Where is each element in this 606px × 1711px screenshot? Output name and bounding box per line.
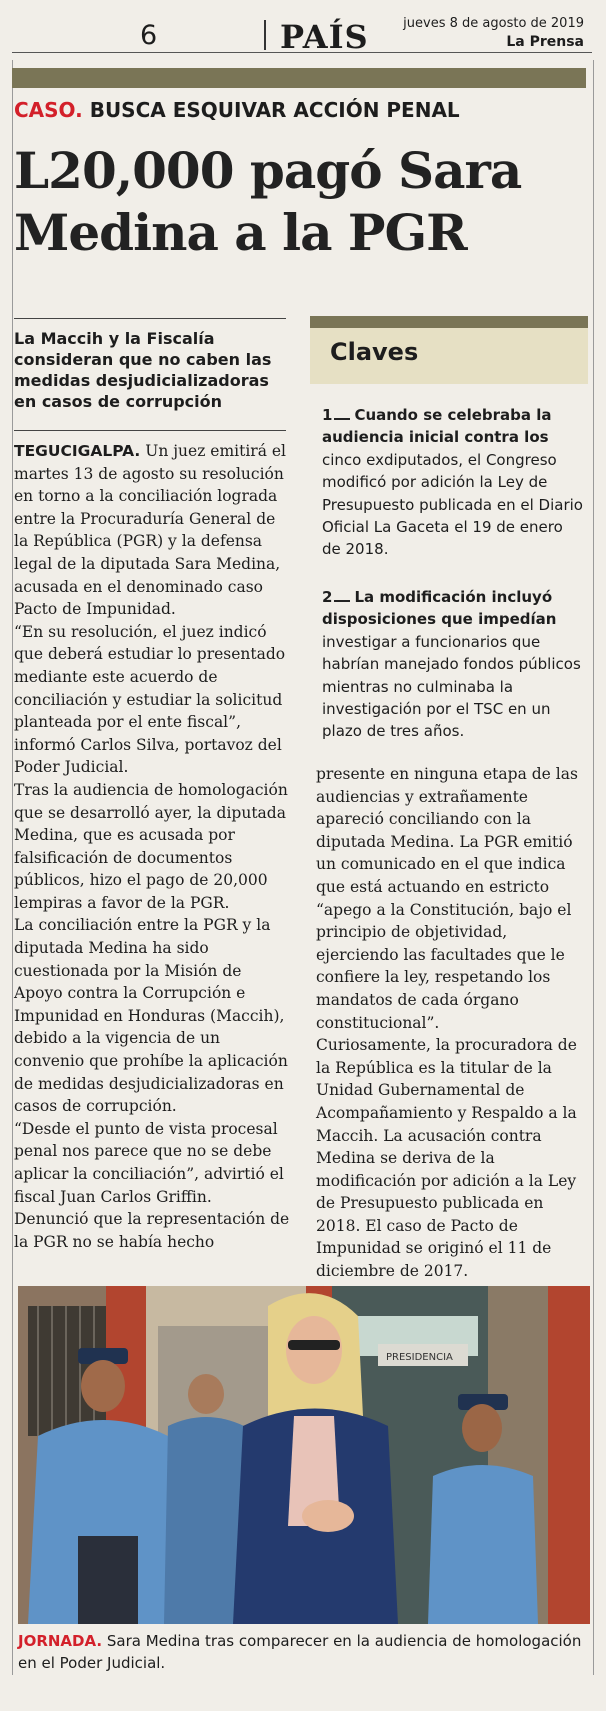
dateline: TEGUCIGALPA. [14,442,141,460]
clave-lead: Cuando se celebraba la audiencia inicial contra los [322,406,552,447]
folio-divider [264,20,266,50]
deck-top-rule [14,318,286,319]
page-folio [12,12,592,56]
clave-text: cinco exdiputados, el Congreso modificó por adición la Ley de Presupuesto publicada en el Diario Oficial La Gaceta el 19 de enero de 2018. [322,450,583,559]
headline-line-1: L20,000 pagó Sara [14,141,522,200]
page-number: 6 [140,20,158,51]
kicker-text: BUSCA ESQUIVAR ACCIÓN PENAL [82,98,460,122]
body-paragraph-4: La conciliación entre la PGR y la diputada Medina ha sido cuestionada por la Misión de Apoyo contra la Corrupción e Impunidad en Honduras (Maccih), debido a la vigencia de un convenio que prohíbe la aplicación de medidas desjudicializadoras en casos de corrupción. [14,916,288,1116]
kicker [14,98,460,122]
body-paragraph-5: “Desde el punto de vista procesal penal nos parece que no se debe aplicar la conciliación”, advirtió el fiscal Juan Carlos Griffin. [14,1119,284,1206]
issue-date: jueves 8 de agosto de 2019 [403,16,584,31]
body-paragraph-7: presente en ninguna etapa de las audiencias y extrañamente apareció conciliando con la diputada Medina. La PGR emitió un comunicado en el que indica que está actuando en estricto “apego a la Constitución, bajo el principio de objetividad, ejerciendo las facultades que le confiere la ley, respetando los mandatos de cada órgano constitucional”. [316,765,578,1032]
caption-text: Sara Medina tras comparecer en la audiencia de homologación en el Poder Judicial. [18,1632,582,1672]
section-name: PAÍS [280,18,369,56]
photo-sign-text: PRESIDENCIA [386,1352,453,1363]
clave-lead: La modificación incluyó disposiciones que impedían [322,588,557,629]
headline-line-2: Medina a la PGR [14,203,467,262]
body-paragraph-2: “En su resolución, el juez indicó que deberá estudiar lo presentado mediante este acuerdo de conciliación y estudiar la solicitud planteada por el ente fiscal”, informó Carlos Silva, portavoz del Poder Judicial. [14,622,286,777]
claves-top-bar [310,316,588,328]
clave-number: 1 [322,406,354,424]
photo-caption [18,1630,588,1674]
body-paragraph-1 [14,440,292,621]
body-paragraph-3: Tras la audiencia de homologación que se desarrolló ayer, la diputada Medina, que es acusada por falsificación de documentos públicos, hizo el pago de 20,000 lempiras a favor de la PGR. [14,780,288,912]
body-paragraph-8: Curiosamente, la procuradora de la República es la titular de la Unidad Gubernamental de Acompañamiento y Respaldo a la Maccih. La acusación contra Medina se deriva de la modificación por adición a la Ley de Presupuesto publicada en 2018. El caso de Pacto de Impunidad se originó el 11 de diciembre de 2017. [316,1036,577,1281]
headline [14,140,574,264]
clave-item-1 [322,404,584,561]
top-color-bar [12,68,586,88]
clave-item-2 [322,586,584,743]
body-column-left [14,440,292,1253]
clave-text: investigar a funcionarios que habrían manejado fondos públicos mientras no culminaba la investigación por el TSC en un plazo de tres años. [322,632,581,741]
deck-subheadline: La Maccih y la Fiscalía consideran que no caben las medidas desjudicializadoras en casos de corrupción [14,329,272,411]
kicker-label: CASO. [14,98,83,122]
body-paragraph-6: Denunció que la representación de la PGR no se había hecho [14,1210,290,1251]
clave-number: 2 [322,588,354,606]
photo-illustration [18,1286,590,1624]
news-photo [18,1286,590,1624]
newspaper-name: La Prensa [506,34,584,50]
body-column-right [316,763,592,1283]
claves-title: Claves [330,338,419,366]
body-text: Un juez emitirá el martes 13 de agosto su resolución en torno a la conciliación lograda entre la Procuraduría General de la República (PGR) y la defensa legal de la diputada Sara Medina, acusada en el denominado caso Pacto de Impunidad. [14,442,287,619]
caption-label: JORNADA. [18,1632,103,1650]
deck-bottom-rule [14,430,286,431]
